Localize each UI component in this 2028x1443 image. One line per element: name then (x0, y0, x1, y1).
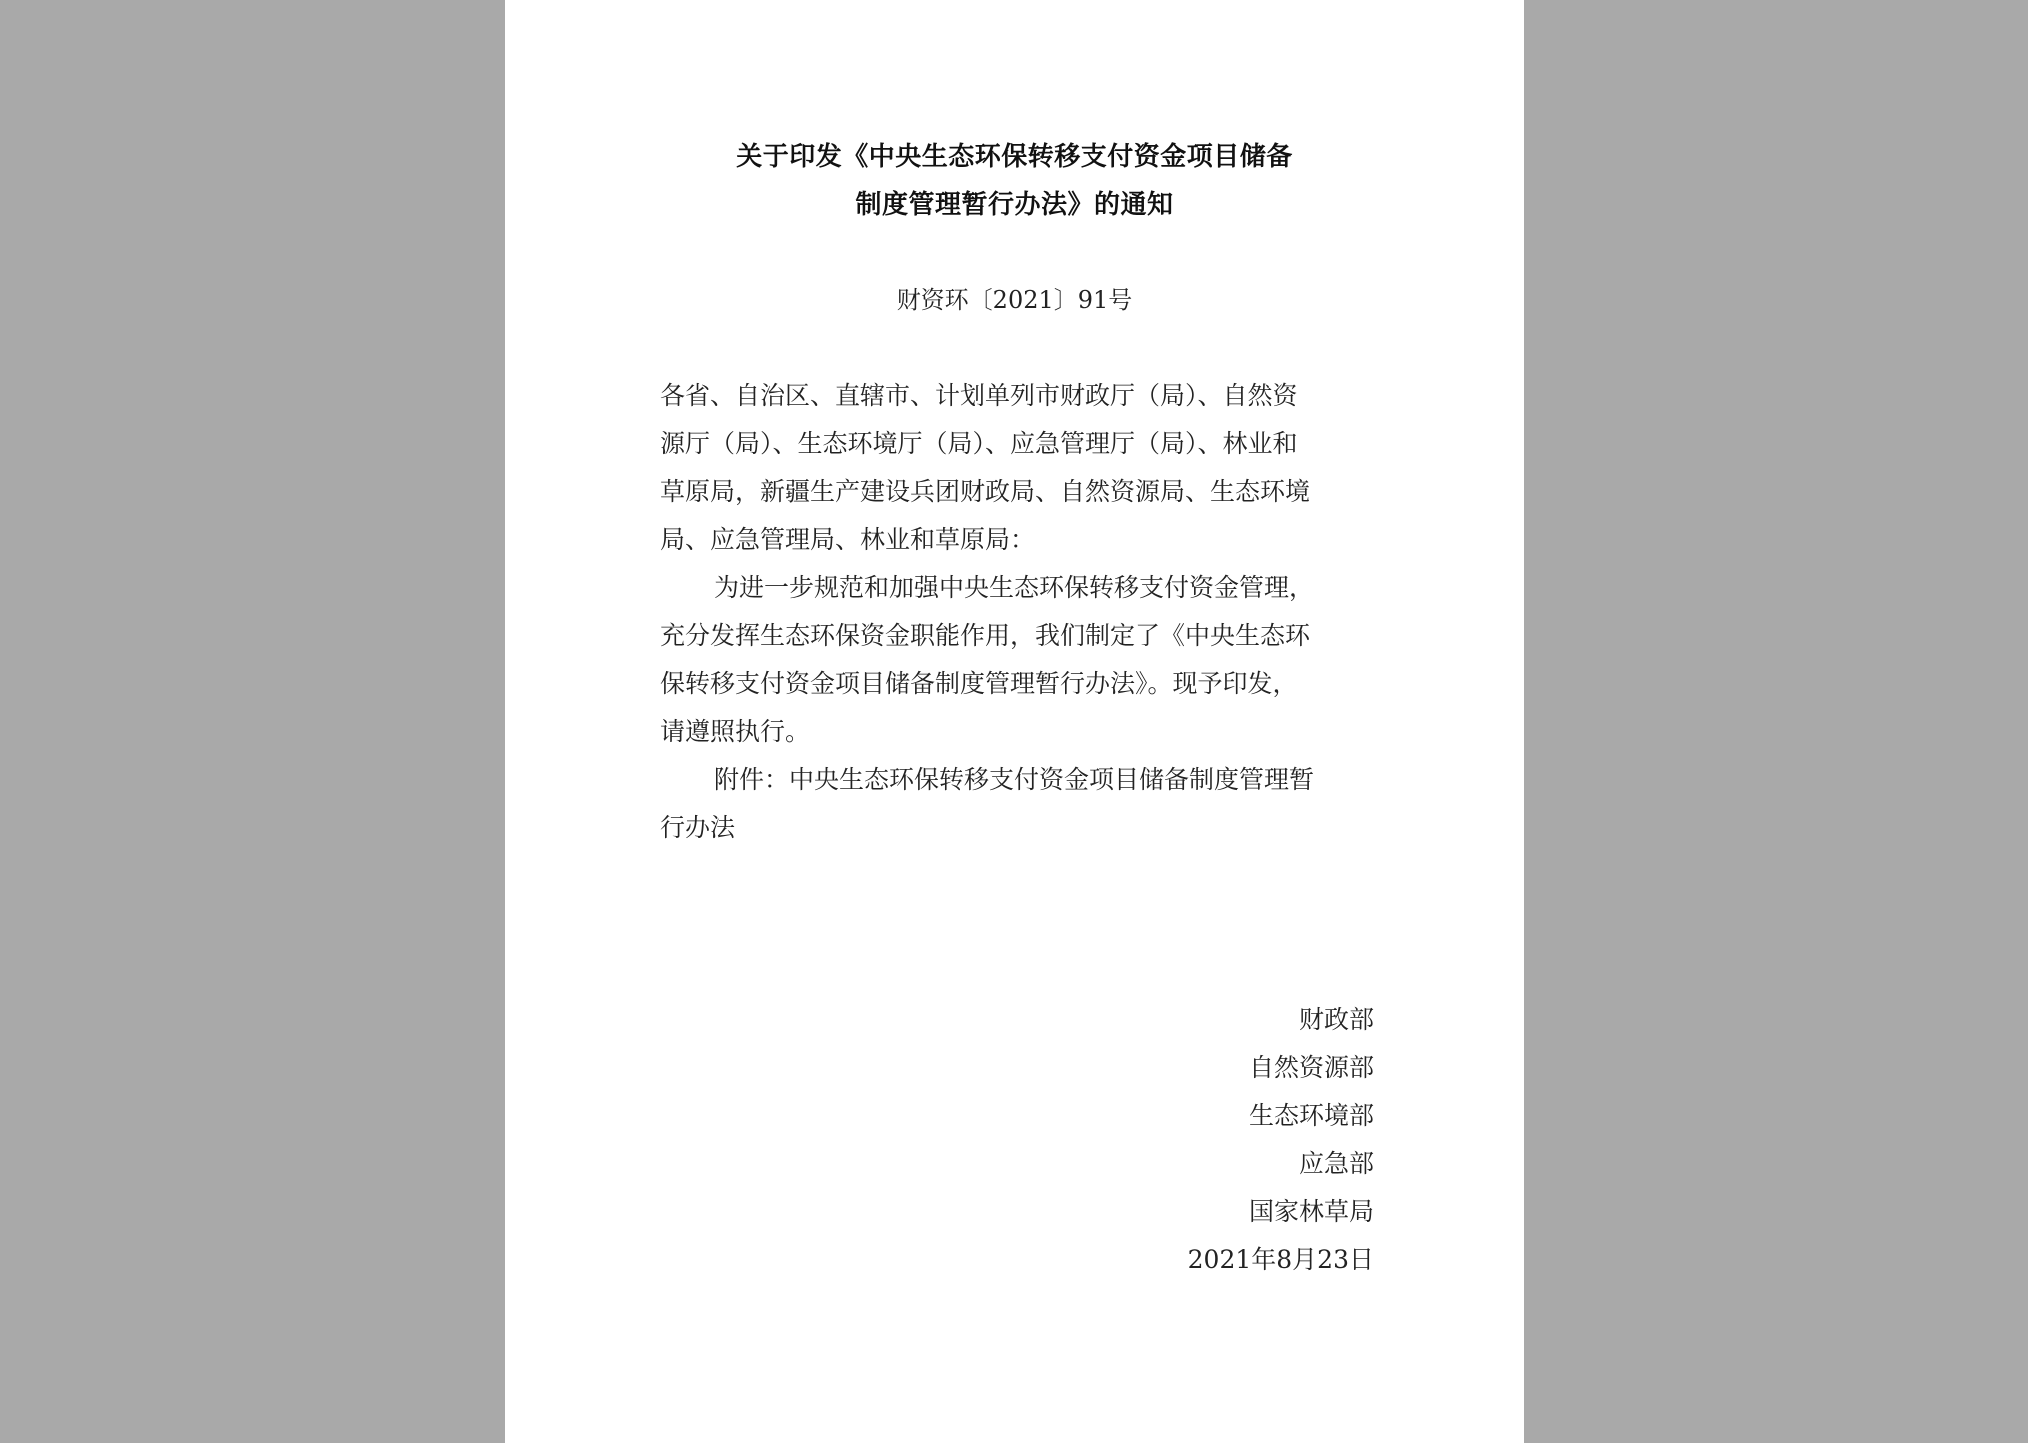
signatory: 自然资源部 (1248, 1053, 1374, 1082)
attachment-line: 附件：中央生态环保转移支付资金项目储备制度管理暂 (714, 765, 1315, 794)
document-title-line-1: 关于印发《中央生态环保转移支付资金项目储备 (736, 142, 1293, 172)
document-date: 2021年8月23日 (1187, 1245, 1374, 1274)
body-line: 局、应急管理局、林业和草原局： (660, 525, 1036, 554)
signatory: 生态环境部 (1248, 1101, 1374, 1130)
body-line: 源厅（局）、生态环境厅（局）、应急管理厅（局）、林业和 (660, 429, 1298, 458)
body-line: 各省、自治区、直辖市、计划单列市财政厅（局）、自然资 (660, 381, 1298, 410)
signatory: 国家林草局 (1248, 1197, 1374, 1226)
document-title-line-2: 制度管理暂行办法》的通知 (855, 190, 1174, 220)
body-line: 草原局，新疆生产建设兵团财政局、自然资源局、生态环境 (660, 477, 1311, 506)
body-line: 为进一步规范和加强中央生态环保转移支付资金管理， (714, 573, 1315, 602)
body-line: 充分发挥生态环保资金职能作用，我们制定了《中央生态环 (660, 621, 1311, 650)
document-number: 财资环〔2021〕91号 (896, 286, 1133, 314)
signatory: 财政部 (1298, 1005, 1374, 1034)
body-line: 请遵照执行。 (660, 717, 811, 746)
signatory: 应急部 (1298, 1149, 1374, 1178)
body-line: 保转移支付资金项目储备制度管理暂行办法》。现予印发， (660, 669, 1298, 698)
document-page (505, 0, 1524, 1443)
attachment-line: 行办法 (660, 813, 736, 842)
